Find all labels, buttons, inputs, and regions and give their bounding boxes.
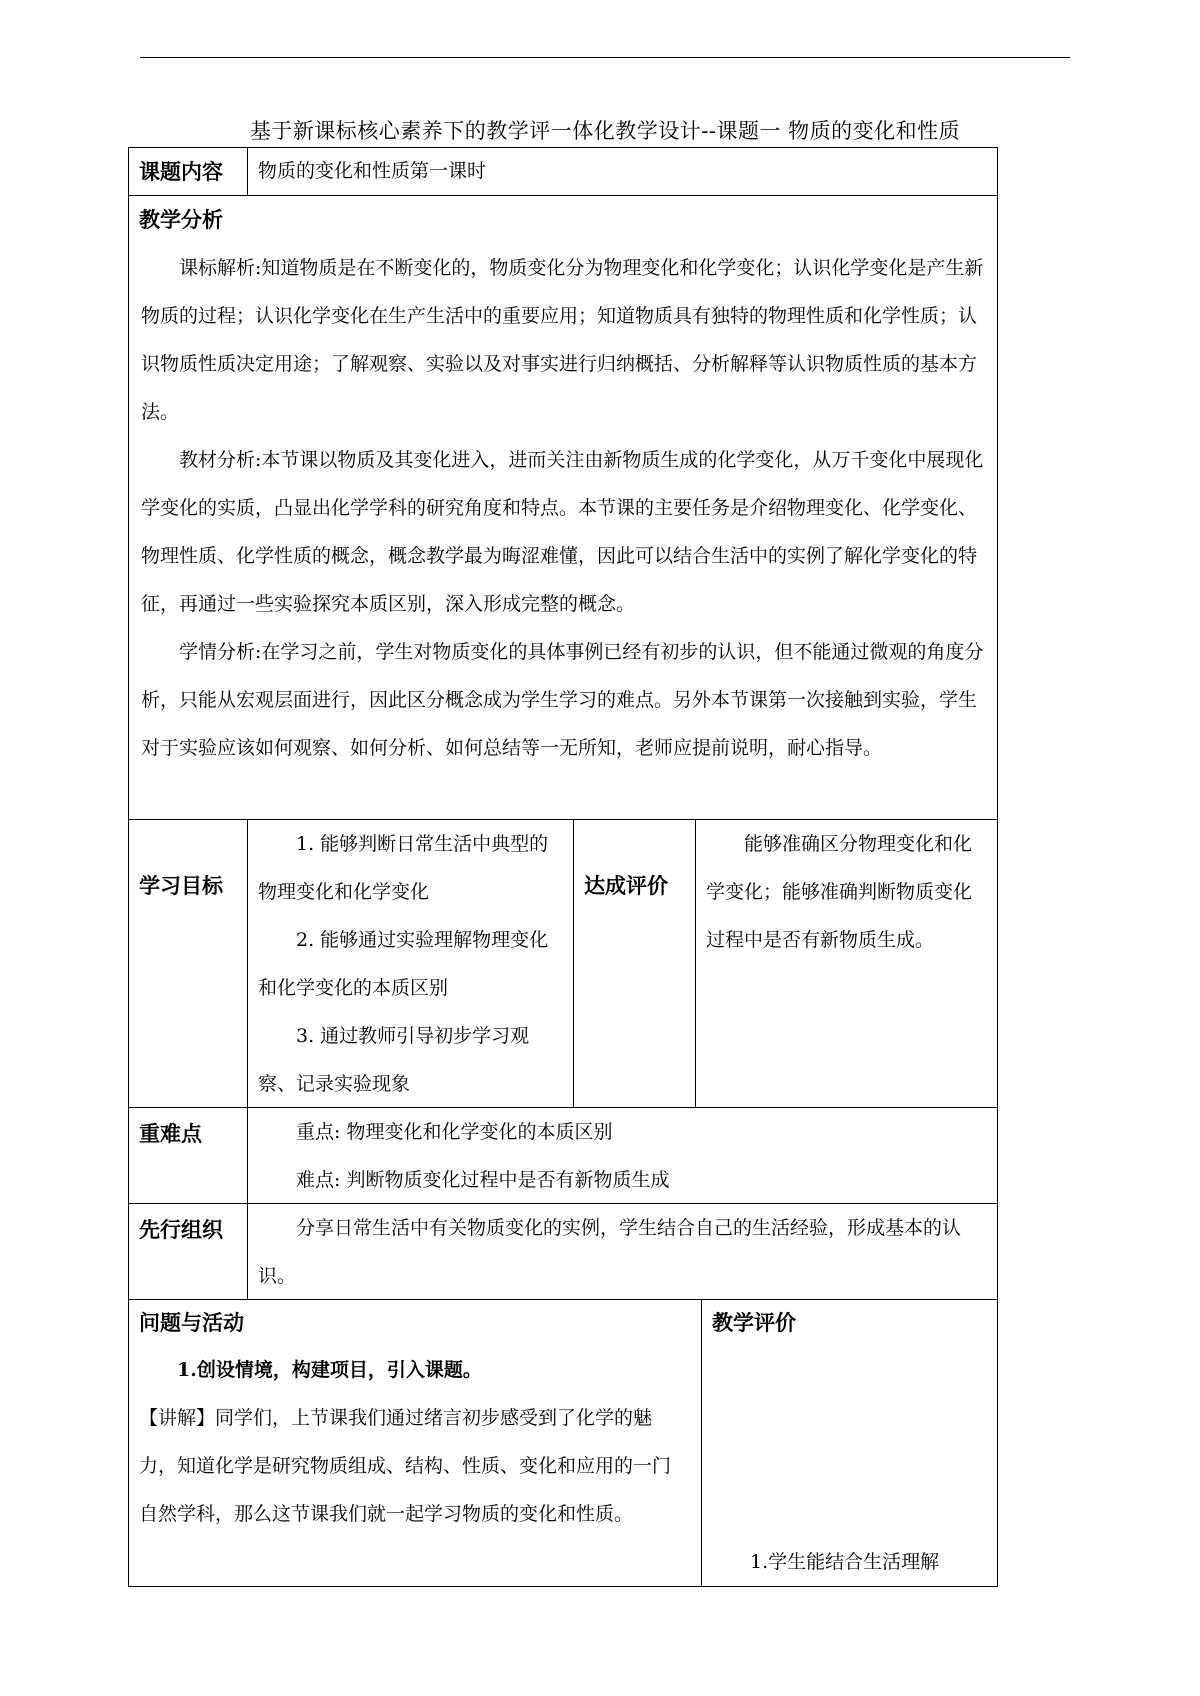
evaluation-item-1: 1.学生能结合生活理解 (750, 1551, 940, 1573)
key-points-body (247, 1108, 997, 1203)
key-points-row (128, 1108, 998, 1204)
key-point: 重点: 物理变化和化学变化的本质区别 (296, 1121, 613, 1143)
activities-cell (129, 1300, 701, 1586)
objectives-label: 学习目标 (139, 874, 223, 898)
analysis-row (128, 196, 998, 820)
advance-organizer-row (128, 1204, 998, 1300)
assessment-cell (695, 820, 997, 1107)
assessment-label: 达成评价 (573, 820, 695, 1107)
lecture-paragraph: 【讲解】同学们，上节课我们通过绪言初步感受到了化学的魅力，知道化学是研究物质组成、结构、性质、变化和应用的一门自然学科，那么这节课我们就一起学习物质的变化和性质。 (139, 1407, 672, 1525)
advance-organizer-body (247, 1204, 997, 1299)
curriculum-analysis-paragraph: 课标解析:知道物质是在不断变化的，物质变化分为物理变化和化学变化；认识化学变化是产生新物质的过程；认识化学变化在生产生活中的重要应用；知道物质具有独特的物理性质和化学性质；认识物质性质决定用途；了解观察、实验以及对事实进行归纳概括、分析解释等认识物质性质的基本方法。 (141, 257, 984, 423)
objective-item-2: 2. 能够通过实验理解物理变化和化学变化的本质区别 (258, 929, 549, 999)
topic-value: 物质的变化和性质第一课时 (247, 148, 997, 195)
objectives-list (247, 820, 573, 1107)
objectives-row (128, 820, 998, 1108)
textbook-analysis-paragraph: 教材分析:本节课以物质及其变化进入，进而关注由新物质生成的化学变化，从万千变化中展现化学变化的实质，凸显出化学学科的研究角度和特点。本节课的主要任务是介绍物理变化、化学变化、物理性质、化学性质的概念，概念教学最为晦涩难懂，因此可以结合生活中的实例了解化学变化的特征，再通过一些实验探究本质区别，深入形成完整的概念。 (141, 449, 984, 615)
analysis-label: 教学分析 (139, 208, 223, 232)
lesson-plan-table (128, 147, 998, 1587)
analysis-body (141, 244, 985, 772)
activities-label: 问题与活动 (139, 1311, 244, 1335)
step1-title: 1.创设情境，构建项目，引入课题。 (177, 1359, 482, 1381)
document-title: 基于新课标核心素养下的教学评一体化教学设计--课题一 物质的变化和性质 (249, 119, 961, 143)
assessment-text: 能够准确区分物理变化和化学变化；能够准确判断物质变化过程中是否有新物质生成。 (706, 833, 973, 951)
advance-organizer-text: 分享日常生活中有关物质变化的实例，学生结合自己的生活经验，形成基本的认识。 (258, 1217, 962, 1287)
difficult-point: 难点: 判断物质变化过程中是否有新物质生成 (296, 1169, 670, 1191)
activities-row (128, 1300, 998, 1587)
evaluation-cell (701, 1300, 997, 1586)
objective-item-1: 1. 能够判断日常生活中典型的物理变化和化学变化 (258, 833, 549, 903)
objective-item-3: 3. 通过教师引导初步学习观察、记录实验现象 (258, 1025, 530, 1095)
header-rule (140, 57, 1070, 58)
student-analysis-paragraph: 学情分析:在学习之前，学生对物质变化的具体事例已经有初步的认识，但不能通过微观的角度分析，只能从宏观层面进行，因此区分概念成为学生学习的难点。另外本节课第一次接触到实验，学生对于实验应该如何观察、如何分析、如何总结等一无所知，老师应提前说明，耐心指导。 (141, 641, 984, 759)
topic-row (128, 147, 998, 196)
topic-label: 课题内容 (139, 160, 223, 184)
key-points-label: 重难点 (139, 1122, 202, 1146)
advance-organizer-label: 先行组织 (139, 1218, 223, 1242)
evaluation-label: 教学评价 (712, 1311, 796, 1335)
